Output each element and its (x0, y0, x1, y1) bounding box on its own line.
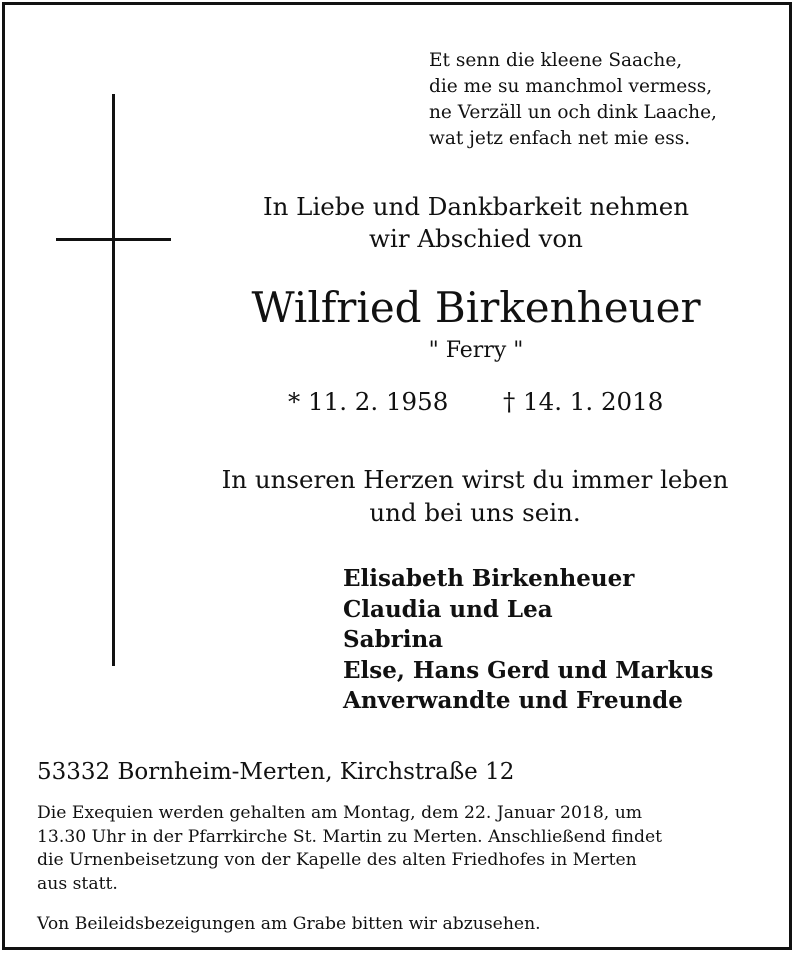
mourner-name: Else, Hans Gerd und Markus (343, 656, 714, 684)
notice-border (2, 2, 792, 950)
condolence-request: Von Beileidsbezeigungen am Grabe bitten wir abzusehen. (37, 914, 541, 934)
service-line: Die Exequien werden gehalten am Montag, dem 22. Januar 2018, um (37, 803, 643, 823)
intro-text (237, 191, 715, 255)
mourner-name: Anverwandte und Freunde (343, 687, 683, 714)
family-address: 53332 Bornheim-Merten, Kirchstraße 12 (37, 759, 515, 785)
mourner-name: Claudia und Lea (343, 595, 553, 623)
service-line: die Urnenbeisetzung von der Kapelle des alten Friedhofes in Merten (37, 850, 637, 870)
remembrance-text (193, 463, 757, 529)
mourner-name: Elisabeth Birkenheuer (343, 565, 635, 592)
service-line: aus statt. (37, 873, 118, 894)
poem-line: ne Verzäll un och dink Laache, (429, 102, 717, 123)
service-line: 13.30 Uhr in der Pfarrkirche St. Martin zu Merten. Anschließend findet (37, 826, 663, 847)
poem-line: wat jetz enfach net mie ess. (429, 128, 691, 149)
intro-line: In Liebe und Dankbarkeit nehmen (262, 192, 690, 221)
mourner-name: Sabrina (343, 626, 444, 653)
death-date: † 14. 1. 2018 (503, 387, 664, 416)
cross-icon-vertical-bar (112, 94, 115, 666)
remembrance-line: und bei uns sein. (369, 498, 581, 527)
mourners-list (343, 564, 713, 717)
service-details (37, 802, 662, 896)
poem-line: die me su manchmol vermess, (429, 76, 713, 97)
deceased-nickname: " Ferry " (428, 338, 524, 363)
poem-line: Et senn die kleene Saache, (429, 50, 683, 71)
poem-verse (429, 48, 717, 152)
birth-date: * 11. 2. 1958 (288, 387, 449, 416)
intro-line: wir Abschied von (369, 224, 583, 253)
cross-icon-horizontal-bar (56, 238, 171, 241)
remembrance-line: In unseren Herzen wirst du immer leben (221, 465, 729, 494)
deceased-name: Wilfried Birkenheuer (251, 283, 701, 332)
